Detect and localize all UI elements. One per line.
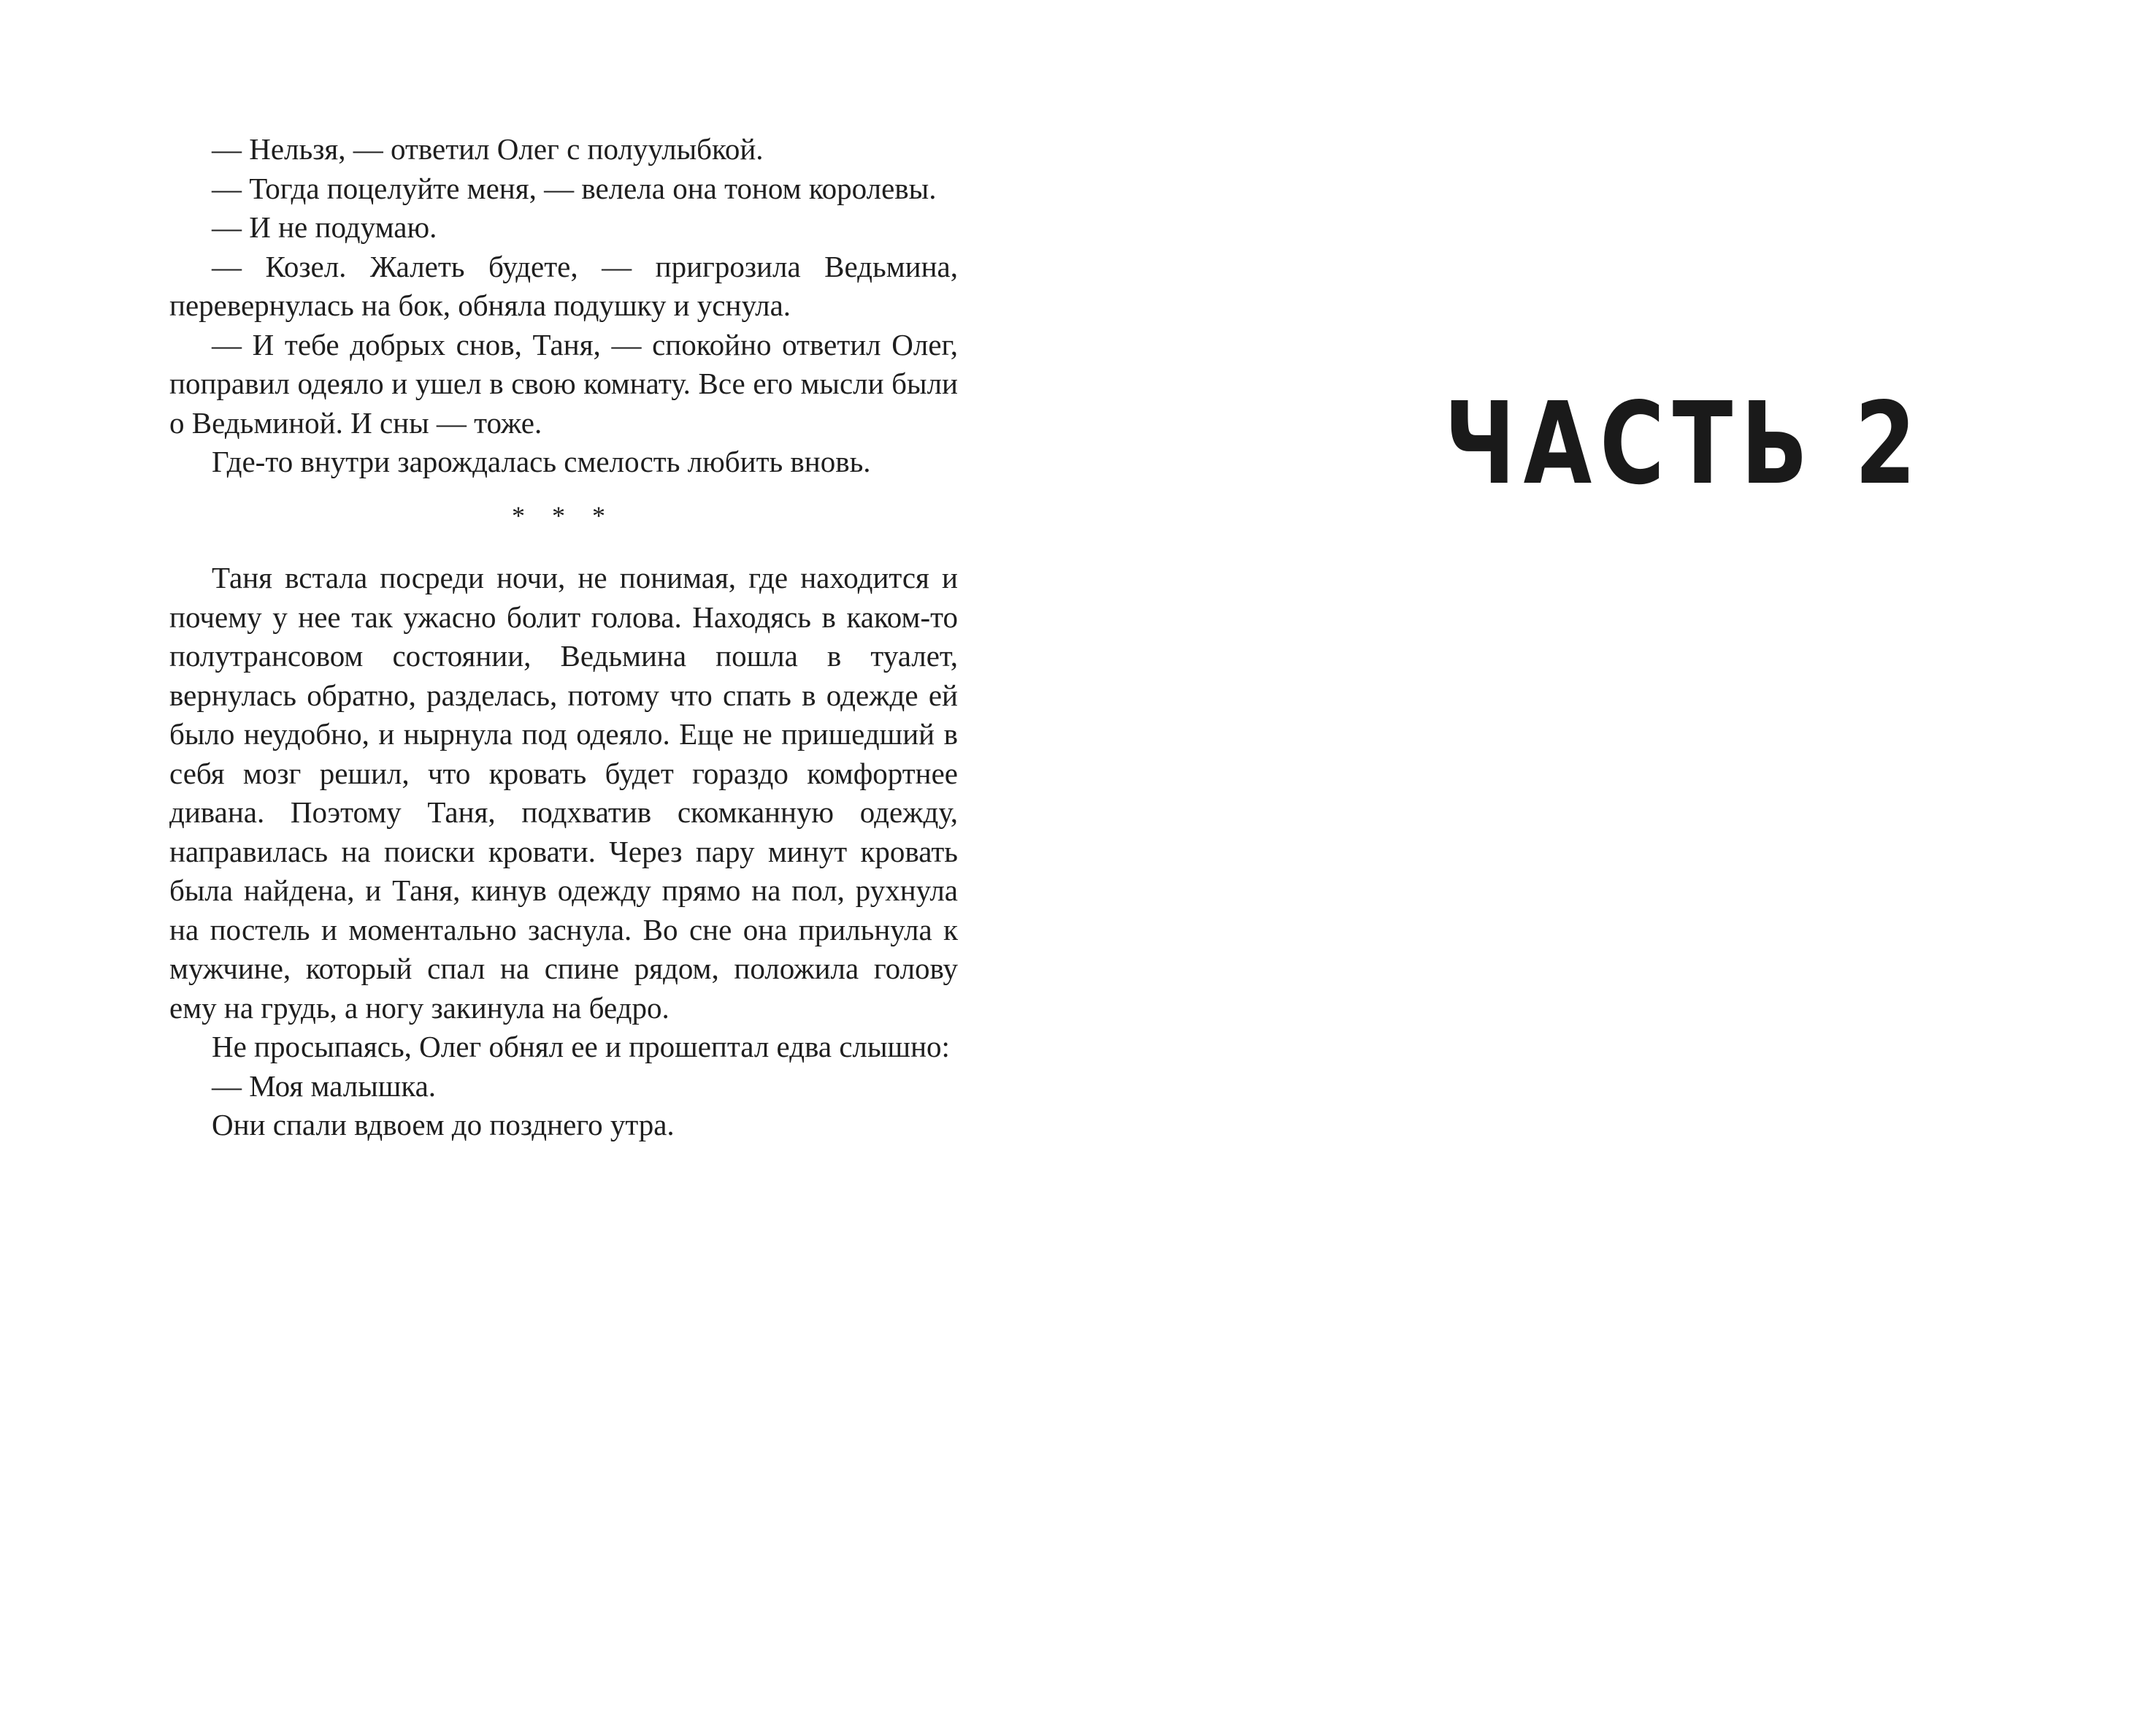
paragraph: — Нельзя, — ответил Олег с полуулыбкой. [212,132,764,166]
paragraph: Таня встала посреди ночи, не понимая, где находится и почему у нее так ужасно болит голова. Находясь в каком-то полутрансовом состоянии, Ведьмина пошла в туалет, вернулась обратно, разделась, потому что спать в одежде ей было неудобно, и нырнула под одеяло. Еще не пришедший в себя мозг решил, что кровать будет гораздо комфортнее дивана. Поэтому Таня, подхватив скомканную одежду, направилась на поиски кровати. Через пару минут кровать была найдена, и Таня, кинув одежду прямо на пол, рухнула на постель и моментально заснула. Во сне она прильнула к мужчине, который спал на спине рядом, положила голову ему на грудь, а ногу закинула на бедро. [169,561,958,1025]
paragraph: — Тогда поцелуйте меня, — велела она тоном королевы. [212,171,937,205]
paragraph: — И не подумаю. [212,210,437,244]
paragraph: — И тебе добрых снов, Таня, — спокойно ответил Олег, поправил одеяло и ушел в свою комнату. Все его мысли были о Ведьминой. И сны — тоже. [169,327,958,440]
right-page [1078,0,2156,1725]
part-title: ЧАСТЬ 2 [1444,378,1925,510]
paragraph: Не просыпаясь, Олег обнял ее и прошептал едва слышно: [212,1030,950,1063]
paragraph: Где-то внутри зарождалась смелость любить вновь. [212,445,871,478]
body-text [169,130,958,1145]
paragraph: — Козел. Жалеть будете, — пригрозила Ведьмина, перевернулась на бок, обняла подушку и уснула. [169,249,958,322]
paragraph: — Моя малышка. [212,1068,437,1103]
section-separator: * * * [512,500,615,530]
paragraph: Они спали вдвоем до позднего утра. [212,1108,675,1141]
